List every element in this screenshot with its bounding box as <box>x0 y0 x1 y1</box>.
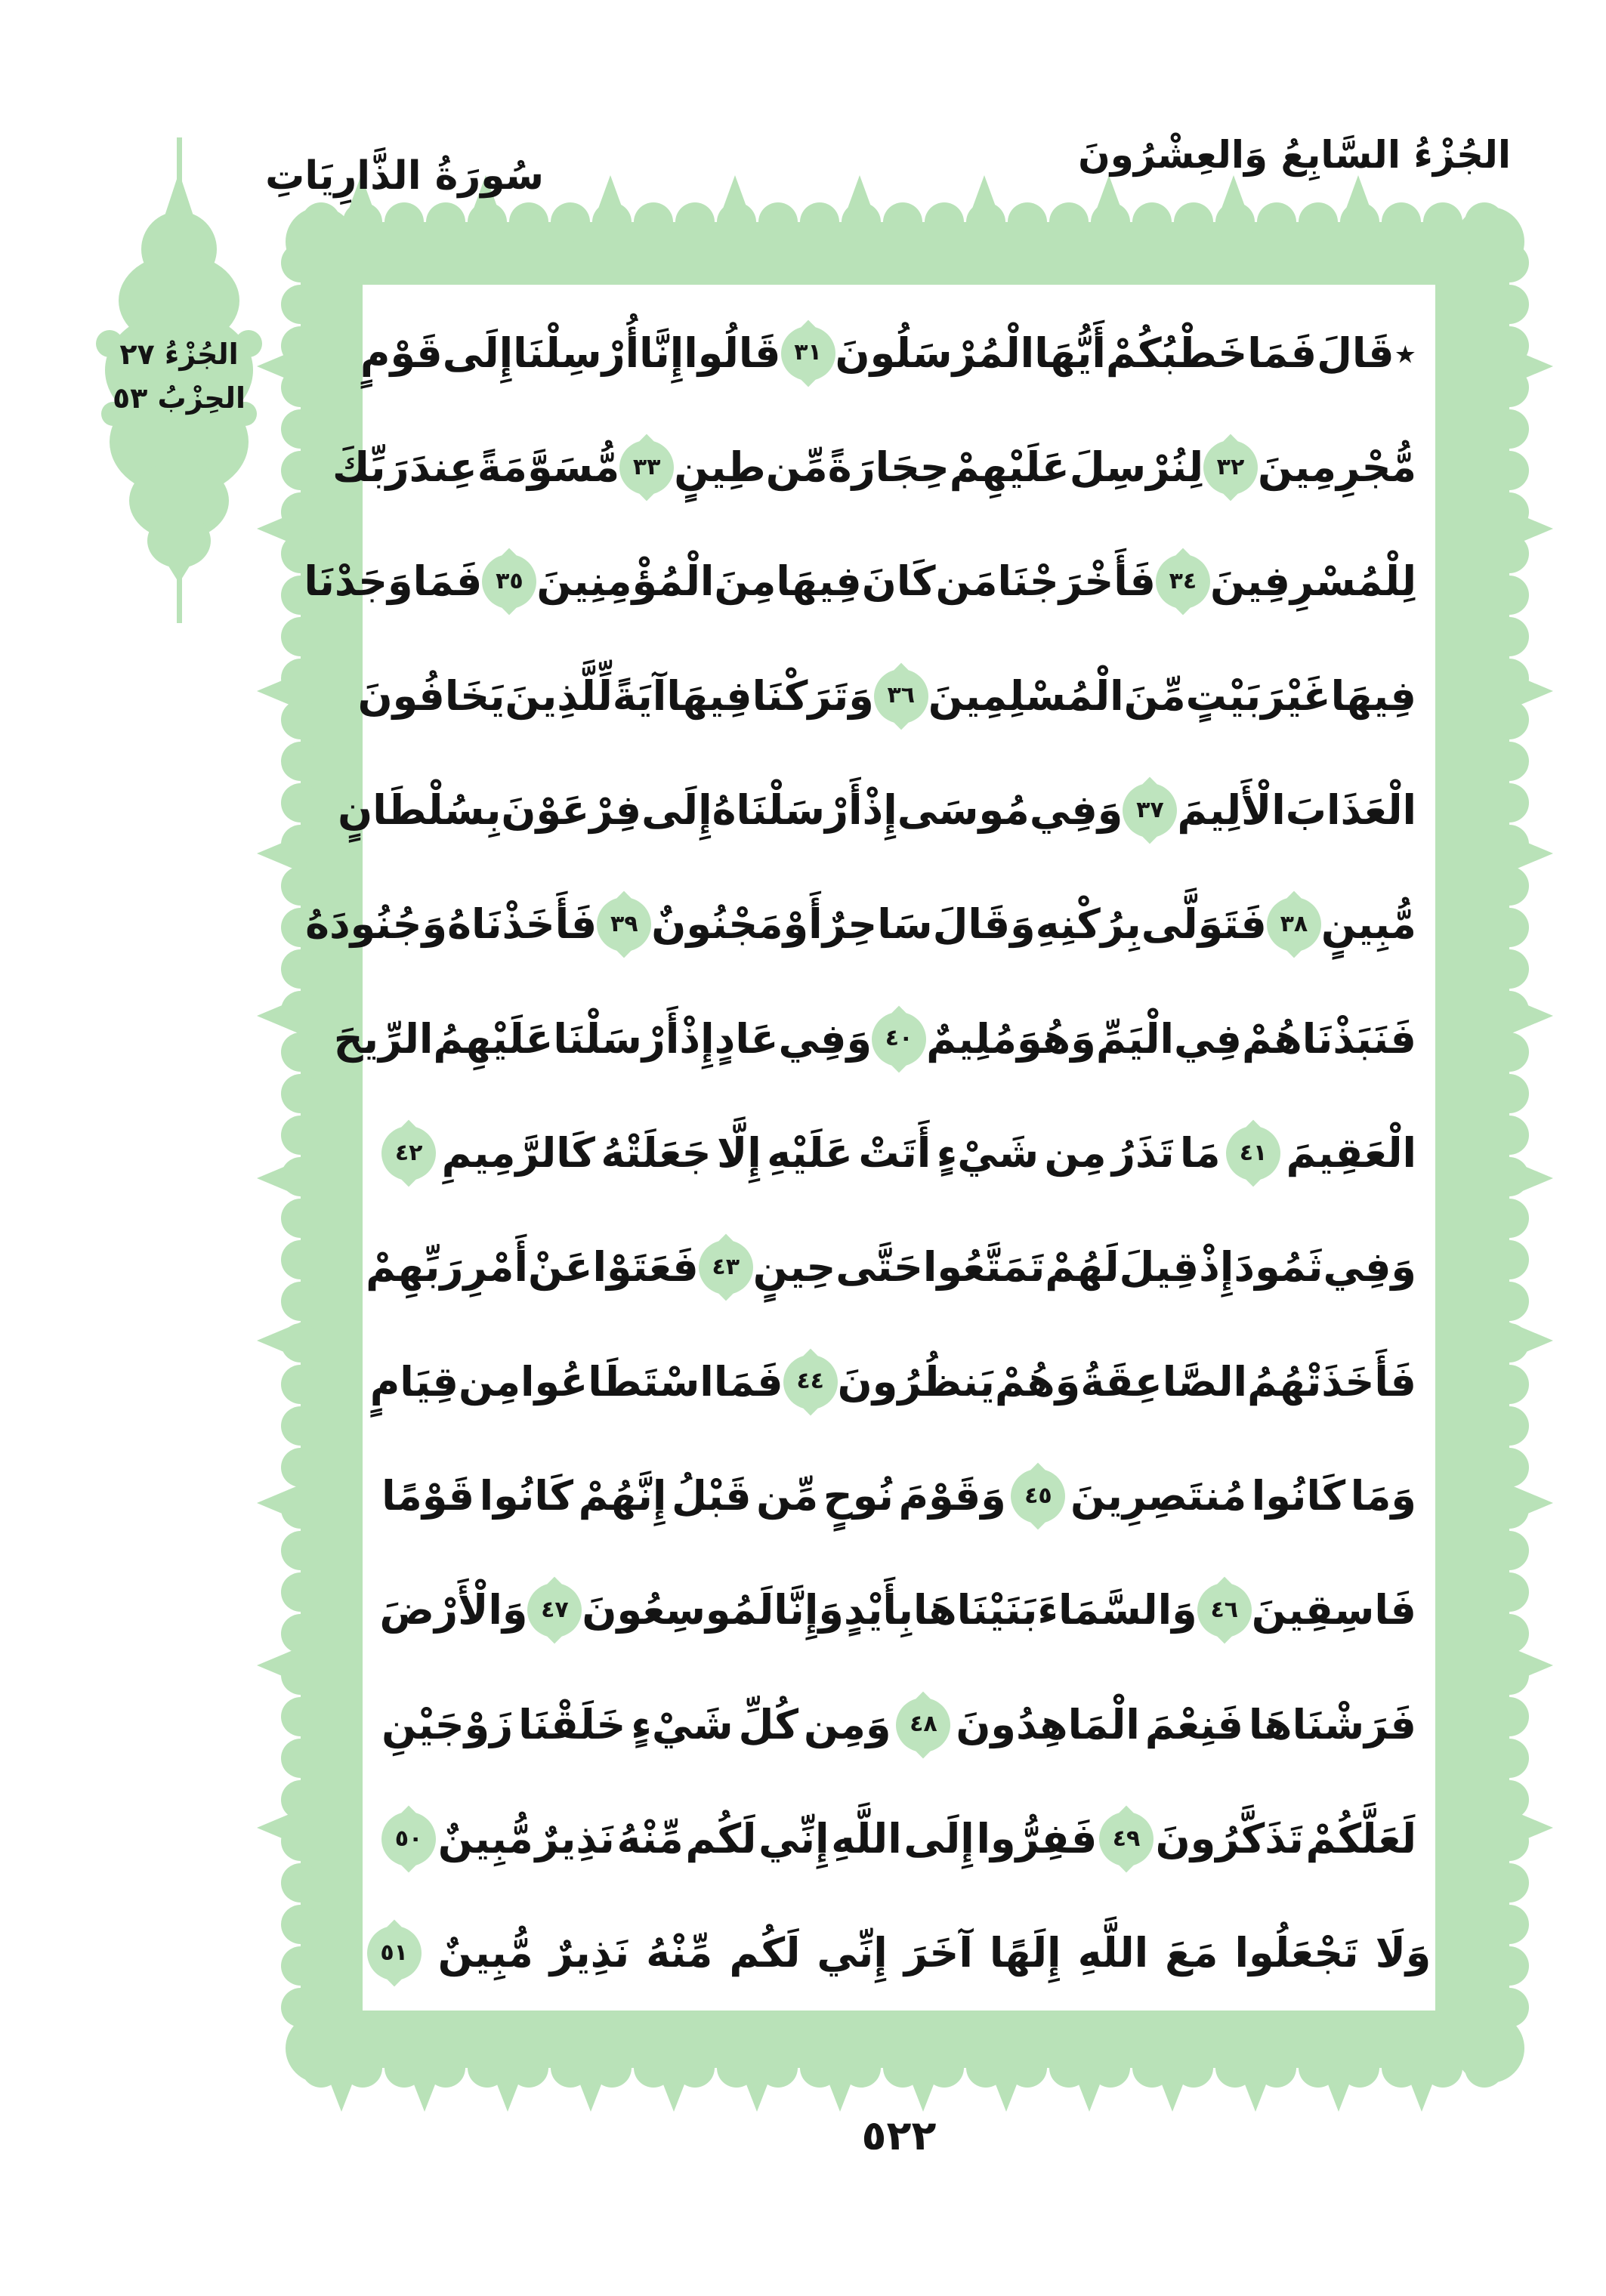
quran-word: طِينٍ <box>674 443 766 492</box>
quran-line <box>381 1439 1416 1553</box>
quran-word: نُوحٍ <box>823 1472 894 1520</box>
quran-line <box>380 1896 1432 2011</box>
quran-word: إِنِّي <box>758 1815 829 1863</box>
quran-word: قِيلَ <box>1119 1243 1200 1292</box>
quran-word: لِّلَّذِينَ <box>505 671 613 720</box>
quran-word: إِذْ <box>1199 1243 1234 1292</box>
verse-marker <box>699 1240 753 1295</box>
quran-word: خَلَقْنَا <box>518 1700 626 1748</box>
quran-word: عَادٍ <box>714 1014 779 1063</box>
quran-word: فِيهَا <box>776 557 862 606</box>
quran-word: إِنَّا <box>639 329 684 377</box>
quran-word: وَفِي <box>1323 1243 1416 1292</box>
quran-word: لَهُمْ <box>1045 1243 1120 1292</box>
verse-number: ٤٧ <box>541 1597 569 1624</box>
quran-word: كَانَ <box>861 557 936 606</box>
quran-word: أَمْرِ <box>463 1243 528 1292</box>
quran-word: أَيُّهَا <box>1034 329 1106 377</box>
quran-line <box>360 296 1416 410</box>
quran-word: مُلِيمٌ <box>926 1014 1017 1063</box>
quran-line <box>338 753 1416 867</box>
quran-word: قِيَامٍ <box>369 1357 459 1406</box>
quran-word: فَنِعْمَ <box>1144 1700 1244 1748</box>
quran-line <box>366 1211 1416 1325</box>
quran-word: عَلَيْهِمْ <box>949 443 1070 492</box>
quran-word: مِن <box>459 1357 521 1406</box>
quran-word: جَعَلَتْهُ <box>601 1129 712 1177</box>
quran-word: أَرْسَلْنَاهُ <box>712 786 863 835</box>
quran-text-block <box>304 296 1432 2011</box>
quran-word: عَنْ <box>528 1243 593 1292</box>
verse-marker <box>1123 783 1177 838</box>
quran-word: خَطْبُكُمْ <box>1105 329 1248 377</box>
quran-word: مِّنْهُ <box>646 1929 713 1977</box>
quran-word: بِرُكْنِهِ <box>1035 900 1141 949</box>
quran-word: فَرَشْنَاهَا <box>1248 1700 1416 1748</box>
quran-word: مُّجْرِمِينَ <box>1257 443 1416 492</box>
quran-word: فَمَا <box>412 557 483 606</box>
quran-word: وَقَوْمَ <box>898 1472 1006 1520</box>
quran-word: إِلَى <box>442 329 514 377</box>
quran-word: إِلَى <box>903 1815 974 1863</box>
quran-word: مُّبِينٍ <box>1320 900 1416 949</box>
quran-word: قَالَ <box>1317 329 1394 377</box>
quran-word: اسْتَطَاعُوا <box>520 1357 714 1406</box>
verse-marker <box>874 669 928 724</box>
quran-word: الرِّيحَ <box>333 1014 434 1063</box>
quran-word: وَتَرَكْنَا <box>752 671 874 720</box>
quran-line <box>304 525 1416 639</box>
quran-line <box>369 1325 1416 1439</box>
verse-marker <box>1226 1126 1280 1180</box>
quran-word: أَتَتْ <box>858 1129 931 1177</box>
quran-line <box>381 1554 1416 1668</box>
quran-word: تَجْعَلُوا <box>1234 1929 1359 1977</box>
quran-word: لَعَلَّكُمْ <box>1305 1815 1416 1863</box>
quran-word: وَجُنُودَهُ <box>305 900 448 949</box>
verse-marker <box>619 440 674 495</box>
quran-word: كَانُوا <box>479 1472 573 1520</box>
page-number: ٥٢٢ <box>861 2112 937 2159</box>
verse-number: ٣٩ <box>610 911 638 938</box>
quran-word: فَنَبَذْنَاهُمْ <box>1242 1014 1416 1063</box>
quran-word: حَتَّى <box>835 1243 923 1292</box>
quran-word: وَفِي <box>778 1014 872 1063</box>
verse-number: ٤١ <box>1239 1139 1268 1166</box>
quran-word: مَا <box>1179 1129 1221 1177</box>
quran-word: قَبْلُ <box>671 1472 752 1520</box>
quran-word: فِرْعَوْنَ <box>501 786 642 835</box>
quran-word: غَيْرَ <box>1261 671 1331 720</box>
verse-marker <box>381 1126 436 1180</box>
quran-word: رَبِّكَ <box>332 443 409 492</box>
juz-title: الجُزْءُ السَّابِعُ وَالعِشْرُونَ <box>1078 133 1511 177</box>
verse-marker <box>1156 554 1210 609</box>
quran-word: الْأَلِيمَ <box>1177 786 1286 835</box>
quran-word: فَمَا <box>713 1357 783 1406</box>
quran-word: إِنِّي <box>817 1929 888 1977</box>
quran-word: حِينٍ <box>752 1243 836 1292</box>
quran-word: مُّبِينٌ <box>437 1929 533 1977</box>
quran-line <box>305 868 1416 982</box>
quran-word: يَخَافُونَ <box>357 671 505 720</box>
verse-number: ٣٥ <box>496 568 523 595</box>
quran-word: وَقَالَ <box>932 900 1036 949</box>
verse-marker <box>1011 1469 1065 1523</box>
quran-word: نَذِيرٌ <box>549 1929 630 1977</box>
verse-marker <box>482 554 536 609</box>
quran-word: وَجَدْنَا <box>304 557 413 606</box>
quran-line <box>333 982 1416 1096</box>
quran-word: كُلِّ <box>738 1700 799 1748</box>
quran-word: مِنَ <box>714 557 777 606</box>
quran-word: إِلَّا <box>717 1129 761 1177</box>
quran-word: مِّن <box>756 1472 819 1520</box>
quran-line <box>357 639 1416 753</box>
quran-word: عَلَيْهِمُ <box>433 1014 554 1063</box>
verse-number: ٥٠ <box>394 1825 423 1852</box>
quran-word: أَرْسَلْنَا <box>553 1014 680 1063</box>
quran-word: ٭ <box>1394 329 1416 377</box>
juz-hizb-label <box>69 332 289 420</box>
quran-word: أَوْ <box>783 900 823 949</box>
quran-word: ثَمُودَ <box>1234 1243 1323 1292</box>
quran-word: قَالُوا <box>684 329 781 377</box>
quran-word: بِسُلْطَانٍ <box>338 786 502 835</box>
quran-word: كَالرَّمِيمِ <box>441 1129 595 1177</box>
quran-word: الْيَمِّ <box>1095 1014 1175 1063</box>
verse-number: ٤٦ <box>1210 1597 1239 1624</box>
quran-word: إِلَى <box>641 786 712 835</box>
verse-number: ٣٢ <box>1216 453 1245 480</box>
verse-marker <box>1203 440 1258 495</box>
quran-word: فَفِرُّوا <box>976 1815 1098 1863</box>
quran-word: نَذِيرٌ <box>535 1815 615 1863</box>
quran-word: فَعَتَوْا <box>592 1243 699 1292</box>
quran-word: لِنُرْسِلَ <box>1069 443 1203 492</box>
quran-word: وَهُوَ <box>1016 1014 1096 1063</box>
quran-word: اللَّهِ <box>831 1815 902 1863</box>
quran-line <box>381 1096 1416 1210</box>
quran-word: مِّنَ <box>1123 671 1186 720</box>
verse-number: ٤٩ <box>1112 1825 1141 1852</box>
verse-marker <box>1099 1812 1154 1866</box>
quran-word: مُّبِينٌ <box>437 1815 533 1863</box>
quran-word: وَالسَّمَاءَ <box>1037 1586 1197 1634</box>
quran-word: مَجْنُونٌ <box>651 900 783 949</box>
quran-word: لَكُم <box>685 1815 757 1863</box>
verse-number: ٤٤ <box>796 1368 824 1395</box>
quran-line <box>381 1782 1416 1896</box>
verse-number: ٥١ <box>380 1940 408 1966</box>
quran-word: قَوْمٍ <box>360 329 443 377</box>
verse-marker <box>597 897 651 952</box>
quran-word: فَتَوَلَّى <box>1141 900 1267 949</box>
quran-word: وَمَا <box>1350 1472 1416 1520</box>
quran-word: قَوْمًا <box>381 1472 475 1520</box>
verse-number: ٣٨ <box>1280 911 1308 938</box>
quran-word: أُرْسِلْنَا <box>513 329 640 377</box>
quran-word: رَبِّهِمْ <box>366 1243 464 1292</box>
quran-word: يَنظُرُونَ <box>837 1357 995 1406</box>
verse-number: ٤٣ <box>712 1254 740 1281</box>
verse-marker <box>896 1698 950 1752</box>
quran-word: مَعَ <box>1165 1929 1218 1977</box>
quran-word: حِجَارَةً <box>827 443 950 492</box>
quran-word: مِن <box>1044 1129 1107 1177</box>
quran-word: شَيْءٍ <box>631 1700 734 1748</box>
verse-number: ٤٢ <box>394 1139 423 1166</box>
quran-word: وَالْأَرْضَ <box>379 1586 528 1634</box>
quran-word: فِي <box>1174 1014 1243 1063</box>
quran-word: بَنَيْنَاهَا <box>913 1586 1038 1634</box>
quran-word: فَاسِقِينَ <box>1251 1586 1416 1634</box>
quran-word: الْعَقِيمَ <box>1286 1129 1416 1177</box>
verse-number: ٣٦ <box>887 682 916 709</box>
quran-word: عَلَيْهِ <box>767 1129 853 1177</box>
quran-word: تَمَتَّعُوا <box>922 1243 1045 1292</box>
verse-number: ٤٥ <box>1024 1482 1052 1509</box>
quran-word: الْمَاهِدُونَ <box>956 1700 1140 1748</box>
quran-word: مُوسَى <box>897 786 1030 835</box>
quran-word: فِيهَا <box>1330 671 1416 720</box>
quran-word: الْمُرْسَلُونَ <box>835 329 1035 377</box>
quran-word: إِذْ <box>679 1014 715 1063</box>
verse-marker <box>1197 1583 1252 1637</box>
quran-word: مِّنْهُ <box>616 1815 684 1863</box>
quran-word: زَوْجَيْنِ <box>381 1700 514 1748</box>
quran-word: إِلَهًا <box>989 1929 1061 1977</box>
quran-word: فَأَخَذْنَاهُ <box>447 900 598 949</box>
quran-word: آخَرَ <box>903 1929 973 1977</box>
surah-title: سُورَةُ الذَّارِيَاتِ <box>265 153 544 199</box>
quran-word: الْمُؤْمِنِينَ <box>536 557 715 606</box>
verse-number: ٣١ <box>794 339 822 366</box>
verse-marker <box>367 1926 422 1980</box>
quran-word: بَيْتٍ <box>1185 671 1262 720</box>
quran-word: إِنَّهُمْ <box>578 1472 667 1520</box>
quran-word: وَهُمْ <box>994 1357 1081 1406</box>
quran-word: شَيْءٍ <box>936 1129 1039 1177</box>
verse-number: ٣٧ <box>1136 796 1164 823</box>
verse-marker <box>1267 897 1321 952</box>
quran-word: تَذَرُ <box>1111 1129 1175 1177</box>
quran-word: وَإِنَّا <box>774 1586 844 1634</box>
quran-line <box>332 410 1416 524</box>
quran-word: إِذْ <box>862 786 897 835</box>
quran-word: وَلَا <box>1375 1929 1432 1977</box>
quran-word: فِيهَا <box>666 671 752 720</box>
quran-word: الصَّاعِقَةُ <box>1080 1357 1247 1406</box>
quran-word: الْمُسْلِمِينَ <box>928 671 1124 720</box>
verse-number: ٤٨ <box>910 1711 937 1738</box>
verse-marker <box>381 1812 436 1866</box>
quran-word: لَكُم <box>729 1929 801 1977</box>
quran-word: آيَةً <box>612 671 667 720</box>
quran-word: لَمُوسِعُونَ <box>582 1586 774 1634</box>
hizb-number-label: الحِزْبُ ٥٣ <box>112 381 246 415</box>
quran-word: مُّسَوَّمَةً <box>477 443 620 492</box>
verse-marker <box>781 326 835 381</box>
verse-marker <box>527 1583 582 1637</box>
quran-word: مُنتَصِرِينَ <box>1070 1472 1247 1520</box>
juz-number-label: الجُزْءُ ٢٧ <box>119 338 239 371</box>
quran-line <box>381 1668 1416 1782</box>
quran-word: فَمَا <box>1247 329 1317 377</box>
verse-marker <box>783 1355 838 1409</box>
quran-word: مَن <box>935 557 998 606</box>
quran-word: فَأَخْرَجْنَا <box>997 557 1156 606</box>
quran-word: اللَّهِ <box>1077 1929 1149 1977</box>
verse-number: ٤٠ <box>885 1025 913 1052</box>
quran-word: لِلْمُسْرِفِينَ <box>1209 557 1416 606</box>
quran-word: وَمِن <box>803 1700 891 1748</box>
quran-word: بِأَيْدٍ <box>843 1586 913 1634</box>
quran-word: وَفِي <box>1029 786 1123 835</box>
quran-word: فَأَخَذَتْهُمُ <box>1246 1357 1416 1406</box>
quran-word: كَانُوا <box>1251 1472 1346 1520</box>
verse-marker <box>872 1012 926 1066</box>
quran-word: تَذَكَّرُونَ <box>1155 1815 1304 1863</box>
verse-number: ٣٤ <box>1169 568 1197 595</box>
quran-word: الْعَذَابَ <box>1285 786 1416 835</box>
quran-word: مِّن <box>765 443 828 492</box>
verse-number: ٣٣ <box>632 453 661 480</box>
quran-word: عِندَ <box>409 443 477 492</box>
quran-word: سَاحِرٌ <box>822 900 933 949</box>
